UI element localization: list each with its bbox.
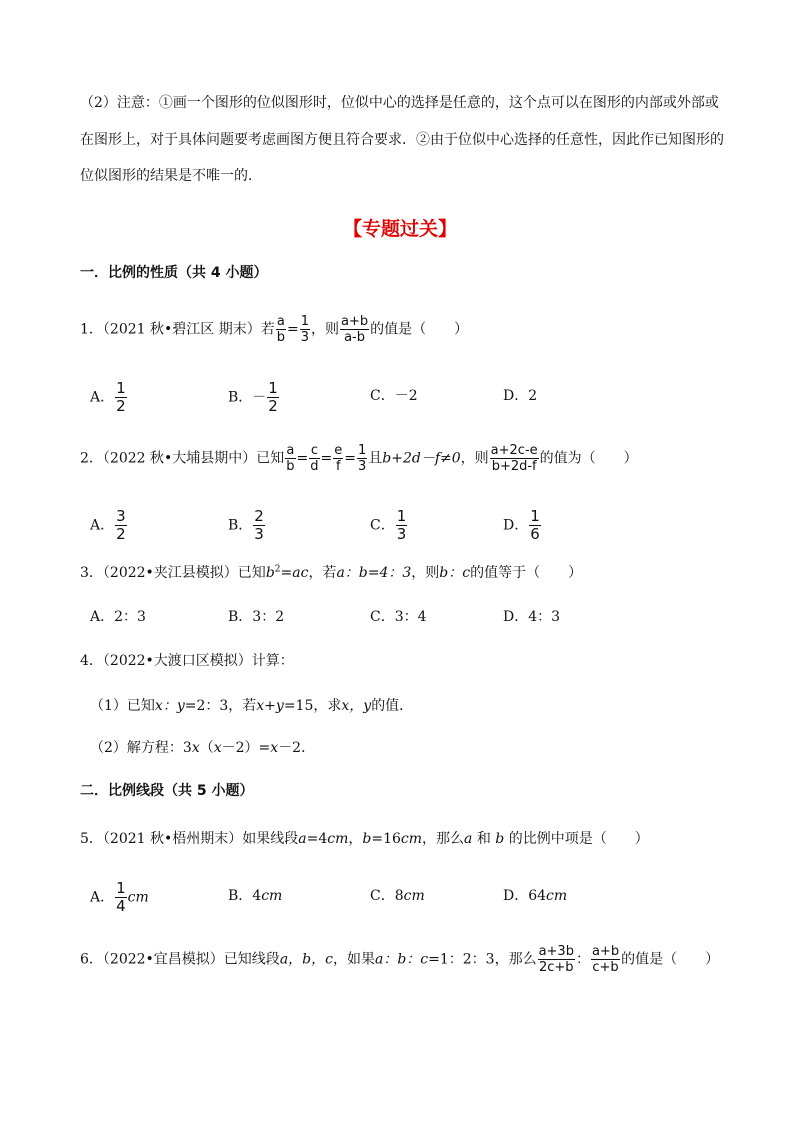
option-d[interactable]: D．2 <box>503 388 538 404</box>
value: =16 <box>371 831 401 847</box>
fraction-expression-2 <box>591 944 620 975</box>
equals-sign: = <box>320 450 333 467</box>
text: 的值． <box>371 698 414 714</box>
denominator: 2 <box>268 397 278 415</box>
question-source: （2022 秋•大埔县期中）已知 <box>102 450 285 467</box>
denominator: b <box>286 459 295 474</box>
numerator: a <box>286 443 295 458</box>
numerator: a+2c-e <box>490 443 538 458</box>
question-text: ，则 <box>411 565 440 581</box>
exponent: 2 <box>274 564 281 575</box>
separator: ， <box>348 831 363 847</box>
numerator: a+b <box>591 944 620 959</box>
question-1 <box>80 314 468 345</box>
option-c[interactable] <box>370 886 425 906</box>
question-4-part-1 <box>90 696 413 716</box>
option-c[interactable]: C．－2 <box>370 388 418 404</box>
ratio-expression: a：b=4：3 <box>336 565 412 581</box>
question-text: 的值为（ ） <box>539 450 638 467</box>
value: =4 <box>306 831 328 847</box>
numerator: a+b <box>341 314 369 329</box>
numerator: e <box>334 443 343 458</box>
question-text: 和 <box>472 831 496 847</box>
option-a[interactable] <box>90 380 128 415</box>
question-text: ，如果 <box>332 951 375 968</box>
text: －2）= <box>221 740 271 756</box>
denominator: 2c+b <box>538 960 574 975</box>
option-fraction <box>115 880 127 915</box>
denominator: b <box>276 330 285 345</box>
question-text: 的值是（ ） <box>370 321 469 338</box>
question-text: 且 <box>368 450 383 467</box>
fraction-a-over-b <box>276 314 286 345</box>
numerator: 1 <box>116 879 126 897</box>
option-fraction <box>267 380 279 415</box>
variable: a <box>464 831 473 847</box>
denominator: 2 <box>116 397 126 415</box>
note-line-3: 位似图形的结果是不唯一的． <box>80 168 262 184</box>
option-label: A． <box>90 517 115 534</box>
option-label: D．64 <box>503 888 547 904</box>
equals-sign: = <box>344 450 356 467</box>
unit: cm <box>261 888 283 904</box>
option-d[interactable]: D．4：3 <box>503 609 561 625</box>
denominator: c+b <box>592 960 619 975</box>
fraction-one-third <box>300 314 310 345</box>
fraction-c-over-d <box>309 443 319 474</box>
denominator: 3 <box>396 525 407 543</box>
variable: x <box>191 740 200 756</box>
question-6 <box>80 944 719 975</box>
variable: b <box>362 831 372 847</box>
question-source: （2022•宜昌模拟）已知线段 <box>102 951 280 968</box>
question-text: 的比例中项是（ ） <box>504 831 649 847</box>
numerator: c <box>310 443 318 458</box>
option-label: C． <box>370 517 395 534</box>
question-2 <box>80 443 638 474</box>
denominator: b+2d-f <box>491 459 537 474</box>
section-heading-1: 一．比例的性质（共 4 小题） <box>80 265 268 281</box>
option-d[interactable] <box>503 508 542 543</box>
equals-sign: = <box>286 321 299 338</box>
denominator: a-b <box>344 330 366 345</box>
section-heading-2: 二．比例线段（共 5 小题） <box>80 783 254 799</box>
question-source: （2021 秋•梧州期末）如果线段 <box>102 831 299 847</box>
unit: cm <box>403 888 425 904</box>
fraction-one-third <box>357 443 367 474</box>
question-5 <box>80 829 649 849</box>
option-a[interactable] <box>90 508 128 543</box>
sum-expression: x+y <box>256 698 284 714</box>
text: =2：3，若 <box>184 698 257 714</box>
question-number: 6． <box>80 951 103 968</box>
question-number: 1． <box>80 321 103 338</box>
unit: cm <box>546 888 568 904</box>
denominator: 4 <box>116 897 126 915</box>
question-number: 3． <box>80 565 103 581</box>
question-text: ，则 <box>460 450 489 467</box>
unit: cm <box>327 831 349 847</box>
variable: b <box>495 831 505 847</box>
question-source: （2022•夹江县模拟）已知 <box>102 565 266 581</box>
option-fraction <box>115 380 127 415</box>
option-label: A． <box>90 389 115 406</box>
variables: a，b，c <box>279 951 333 968</box>
option-label: C．8 <box>370 888 404 904</box>
fraction-e-over-f <box>333 443 343 474</box>
question-3 <box>80 563 582 583</box>
numerator: 1 <box>396 507 407 525</box>
option-b[interactable] <box>228 380 280 415</box>
question-source: （2021 秋•碧江区 期末）若 <box>102 321 275 338</box>
text: （ <box>199 740 214 756</box>
text: =15，求 <box>283 698 342 714</box>
question-text: 的值等于（ ） <box>470 565 583 581</box>
question-number: 4． <box>80 653 103 669</box>
fraction-expression <box>340 314 369 345</box>
denominator: 6 <box>530 525 540 543</box>
ratio-expression: b：c <box>439 565 471 581</box>
numerator: a+3b <box>538 944 574 959</box>
numerator: 1 <box>300 314 309 329</box>
text: （1）已知 <box>90 698 155 714</box>
fraction-expression <box>490 443 539 474</box>
text: （2）解方程：3 <box>90 740 192 756</box>
option-label: B． <box>228 517 253 534</box>
expression: =ac <box>280 565 309 581</box>
ratio-colon: ： <box>575 951 590 968</box>
unit: cm <box>127 889 149 906</box>
numerator: 1 <box>530 507 540 525</box>
denominator: f <box>335 459 341 474</box>
option-b[interactable]: B．3：2 <box>228 609 285 625</box>
option-b[interactable] <box>228 886 282 906</box>
variable: b <box>265 565 275 581</box>
option-fraction <box>253 508 265 543</box>
ratio-expression: x：y <box>154 698 185 714</box>
numerator: 1 <box>358 443 367 458</box>
option-label: B．－ <box>228 389 267 406</box>
numerator: 1 <box>268 379 278 397</box>
variable: x <box>270 740 279 756</box>
numerator: a <box>276 314 285 329</box>
option-fraction <box>115 508 127 543</box>
question-text: ，那么 <box>422 831 465 847</box>
section-title: 【专题过关】 <box>342 218 457 240</box>
question-number: 2． <box>80 450 103 467</box>
equals-sign: = <box>296 450 309 467</box>
question-source: （2022•大渡口区模拟）计算： <box>102 653 294 669</box>
numerator: 2 <box>254 507 264 525</box>
question-text: 的值是（ ） <box>621 951 720 968</box>
option-label: B．4 <box>228 888 262 904</box>
note-line-2: 在图形上，对于具体问题要考虑画图方便且符合要求．②由于位似中心选择的任意性，因此作已知图形的 <box>80 132 724 148</box>
option-label: A． <box>90 889 115 906</box>
option-a[interactable] <box>90 880 149 915</box>
ratio-expression: a：b：c <box>374 951 429 968</box>
question-text: ，则 <box>311 321 339 338</box>
fraction-expression-1 <box>538 944 575 975</box>
denominator: 2 <box>116 525 126 543</box>
option-c[interactable]: C．3：4 <box>370 609 427 625</box>
variables: x，y <box>341 698 372 714</box>
question-text: =1：2：3，那么 <box>428 951 537 968</box>
note-line-1: （2）注意：①画一个图形的位似图形时，位似中心的选择是任意的，这个点可以在图形的内部或外部或 <box>80 95 719 111</box>
text: －2． <box>278 740 316 756</box>
unit: cm <box>400 831 423 847</box>
denominator: 3 <box>254 525 264 543</box>
denominator: d <box>310 459 319 474</box>
question-text: ，若 <box>308 565 337 581</box>
denominator: 3 <box>358 459 367 474</box>
fraction-a-over-b <box>285 443 295 474</box>
option-fraction <box>529 508 541 543</box>
numerator: 1 <box>116 379 126 397</box>
option-d[interactable] <box>503 886 567 906</box>
question-number: 5． <box>80 831 103 847</box>
denominator: 3 <box>300 330 309 345</box>
option-label: D． <box>503 517 529 534</box>
question-4 <box>80 651 294 671</box>
numerator: 3 <box>116 507 126 525</box>
condition-expression: b+2d－f≠0 <box>382 450 461 467</box>
question-4-part-2 <box>90 738 315 758</box>
option-a[interactable]: A．2：3 <box>90 609 146 625</box>
option-c[interactable] <box>370 508 408 543</box>
variable: x <box>213 740 222 756</box>
option-b[interactable] <box>228 508 266 543</box>
option-fraction <box>396 508 408 543</box>
variable: a <box>298 831 307 847</box>
